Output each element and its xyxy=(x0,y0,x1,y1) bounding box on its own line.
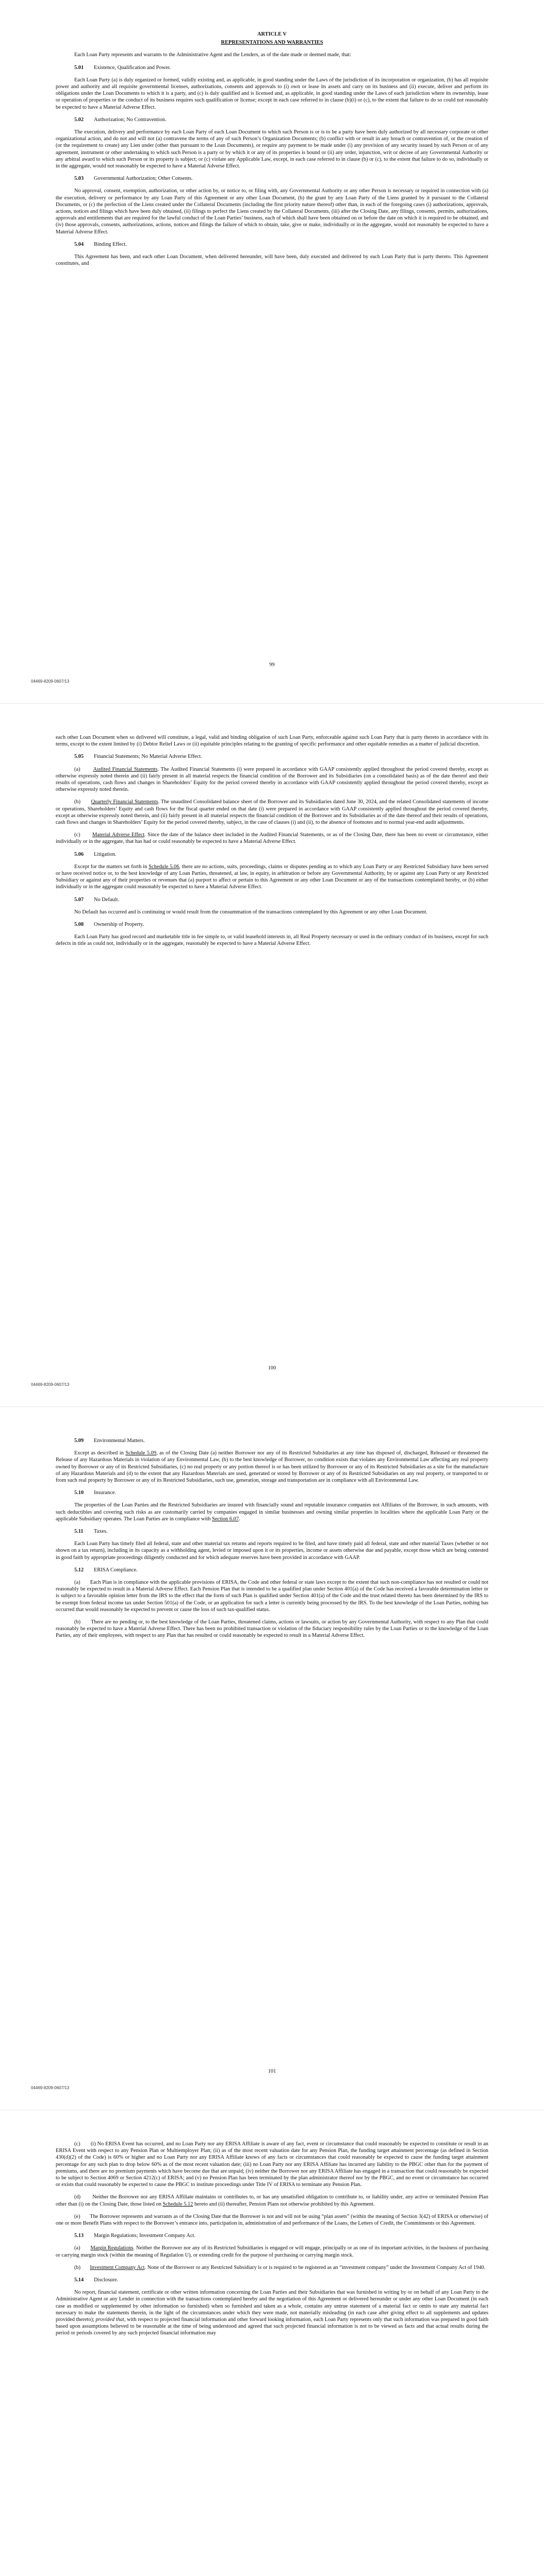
section-5-08-body: Each Loan Party has good record and marketable title in fee simple to, or valid leasehold interests in, all Real Property necessary or used in the ordinary conduct of its business, except for such defects in title as could not, individually or in the aggregate, reasonably be expected to have a Material Adverse Effect. xyxy=(56,934,488,947)
article-title: ARTICLE V xyxy=(257,31,287,37)
section-number: 5.14 xyxy=(74,2277,84,2283)
clause-body: The Borrower represents and warrants as of the Closing Date that the Borrower is not and will not be using “plan assets” (within the meaning of Section 3(42) of ERISA or otherwise) of one or more Benefit Plans with respect to the Borrower’s entrance into, participation in, administration of and performance of the Loans, the Letters of Credit, the Commitments or this Agreement. xyxy=(56,2213,488,2227)
clause-body: (i) No ERISA Event has occurred, and no Loan Party nor any ERISA Affiliate is aware of any fact, event or circumstance that could reasonably be expected to constitute or result in an ERISA Event with respect to any Pension Plan or Multiemployer Plan; (ii) as of the most recent valuation date for any Pension Plan, the funding target attainment percentage (as defined in Section 430(d)(2) of the Code) is 60% or higher and no Loan Party nor any ERISA Affiliate knows of any facts or circumstances that could reasonably be expected to cause the funding target attainment percentage for any such plan to drop below 60% as of the most recent valuation date; (iii) no Loan Party nor any ERISA Affiliate has incurred any liability to the PBGC other than for the payment of premiums, and there are no premium payments which have become due that are unpaid; (iv) neither the Borrower nor any ERISA Affiliate has engaged in a transaction that could reasonably be expected to be subject to Section 4069 or Section 4212(c) of ERISA; and (v) no Pension Plan has been terminated by the plan administrator thereof nor by the PBGC, and no event or circumstance has occurred or exists that could reasonably be expected to cause the PBGC to institute proceedings under Title IV of ERISA to terminate any Pension Plan. xyxy=(56,2141,488,2188)
section-5-04-body: This Agreement has been, and each other Loan Document, when delivered hereunder, will have been, duly executed and delivered by each Loan Party that is party thereto. This Agreement constitutes, and xyxy=(56,254,488,267)
section-5-12-heading xyxy=(56,1567,488,1573)
clause-5-12-d xyxy=(56,2194,488,2207)
section-number: 5.08 xyxy=(74,922,84,928)
page-number: 100 xyxy=(268,1365,276,1371)
proviso-text: provided that xyxy=(95,2317,124,2323)
body-text: Except for the matters set forth in xyxy=(74,863,149,870)
clause-label: (b) xyxy=(74,799,81,805)
section-5-02-heading xyxy=(56,116,488,123)
clause-label: (e) xyxy=(74,2213,80,2219)
page-99 xyxy=(0,0,544,703)
section-number: 5.06 xyxy=(74,851,84,857)
section-5-03-heading xyxy=(56,175,488,182)
section-title: Environmental Matters. xyxy=(94,1438,145,1444)
section-title: Litigation. xyxy=(94,851,117,857)
section-5-14-heading xyxy=(56,2277,488,2283)
page-100 xyxy=(0,703,544,1406)
section-5-03-body: No approval, consent, exemption, authorization, or other action by, or notice to, or filing with, any Governmental Authority or any other Person is necessary or required in connection with (a) the execution, delivery or performance by any Loan Party of this Agreement or any other Loan Document, (b) the grant by any Loan Party of the Liens granted by it pursuant to the Collateral Documents, or (c) the perfection of the Liens created under the Collateral Documents (including the first priority nature thereof) other than, in each of the foregoing cases (i) authorizations, approvals, actions, notices and filings which have been duly obtained, (ii) filings to perfect the Liens created by the Collateral Documents, (iii) after the Closing Date, any filings, consents, permits, authorizations, approvals and entitlements that are required for the lawful conduct of the Loan Parties’ business, each of which shall have been obtained on or before the date on which it is required to be obtained, and (iv) those approvals, consents, authorizations, actions, notices and filings the failure of which to obtain, take, give or make, individually or in the aggregate, would not reasonably be expected to have a Material Adverse Effect. xyxy=(56,188,488,235)
section-number: 5.09 xyxy=(74,1438,84,1444)
section-title: Authorization; No Contravention. xyxy=(94,116,167,123)
section-5-01-heading xyxy=(56,64,488,71)
section-title: Financial Statements; No Material Adverse Effect. xyxy=(94,754,202,760)
body-text: . xyxy=(239,1516,240,1522)
section-number: 5.05 xyxy=(74,754,84,760)
section-5-13-heading xyxy=(56,2232,488,2239)
clause-body: . None of the Borrower or any Restricted Subsidiary is or is required to be registered as an “investment company” under the Investment Company Act of 1940. xyxy=(144,2264,486,2270)
section-title: ERISA Compliance. xyxy=(94,1567,138,1573)
body-text: The properties of the Loan Parties and the Restricted Subsidiaries are insured with financially sound and reputable insurance companies not Affiliates of the Borrower, in such amounts, with such deductibles and covering such risks as are customarily carried by companies engaged in similar businesses and owning similar properties in localities where the applicable Loan Party or the applicable Subsidiary operates. The Loan Parties are in compliance with xyxy=(56,1502,488,1522)
clause-body: . Since the date of the balance sheet included in the Audited Financial Statements, or as of the Closing Date, there has been no event or circumstance, either individually or in the aggregate, that has had or could reasonably be expected to have a Material Adverse Effect. xyxy=(56,832,488,845)
clause-5-13-b xyxy=(56,2264,488,2271)
clause-heading: Margin Regulations xyxy=(90,2245,134,2251)
clause-5-12-c xyxy=(56,2141,488,2188)
schedule-link[interactable]: Schedule 5.12 xyxy=(162,2201,193,2207)
section-number: 5.07 xyxy=(74,896,84,903)
clause-label: (c) xyxy=(74,2141,80,2147)
clause-body: Neither the Borrower nor any ERISA Affiliate maintains or contributes to, or has any unsatisfied obligation to contribute to, or liability under, any active or terminated Pension Plan other than (i) on the Closing Date, those listed on xyxy=(56,2194,488,2207)
section-5-06-heading xyxy=(56,851,488,858)
page-number: 101 xyxy=(268,2069,276,2074)
clause-body: Each Plan is in compliance with the applicable provisions of ERISA, the Code and other federal or state laws except to the extent that such non-compliance has not resulted or could not reasonably be expected to result in a Material Adverse Effect. Each Pension Plan that is intended to be a qualified plan under Section 401(a) of the Code has received a favorable determination letter or is subject to a favorable opinion letter from the IRS to the effect that the form of such Plan is qualified under Section 401(a) of the Code and the trust related thereto has been determined by the IRS to be exempt from federal income tax under Section 501(a) of the Code, or an application for such a letter is currently being processed by the IRS. To the best knowledge of the Loan Parties, nothing has occurred that would reasonably be expected to prevent or cause the loss of such tax-qualified status. xyxy=(56,1580,488,1613)
section-5-10-body xyxy=(56,1502,488,1522)
clause-label: (a) xyxy=(74,2245,80,2251)
section-5-01-body: Each Loan Party (a) is duly organized or formed, validly existing and, as applicable, in good standing under the Laws of the jurisdiction of its incorporation or organization, (b) has all requisite power and authority and all requisite governmental licenses, authorizations, consents and approvals to (i) own or lease its assets and carry on its business and (ii) execute, deliver and perform its obligations under the Loan Documents to which it is a party, and (c) is duly qualified and is licensed and, as applicable, in good standing under the Laws of each jurisdiction where its ownership, lease or operation of properties or the conduct of its business requires such qualification or license; except in each case referred to in clause (b)(i) or (c), to the extent that failure to do so could not reasonably be expected to have a Material Adverse Effect. xyxy=(56,77,488,110)
clause-5-12-b xyxy=(56,1619,488,1639)
body-text: , there are no actions, suits, proceedings, claims or disputes pending as to which any Loan Party or any Restricted Subsidiary have been served or have received notice or, to the best knowledge of any Loan Parties, threatened, at law, in equity, in arbitration or before any Governmental Authority, by or against any Loan Party or any Restricted Subsidiary or against any of their properties or revenues that (a) purport to affect or pertain to this Agreement or any other Loan Document or any of the transactions contemplated hereby, or (b) either individually or in the aggregate could reasonably be expected to have a Material Adverse Effect. xyxy=(56,863,488,890)
section-5-06-body xyxy=(56,863,488,891)
section-5-08-heading xyxy=(56,921,488,928)
clause-5-12-a xyxy=(56,1579,488,1613)
section-number: 5.03 xyxy=(74,176,84,182)
section-5-14-body xyxy=(56,2289,488,2336)
section-number: 5.10 xyxy=(74,1490,84,1496)
section-title: Binding Effect. xyxy=(94,241,127,247)
page-number: 99 xyxy=(269,662,275,668)
doc-code-footer: 04469-8209-0607/13 xyxy=(31,1382,70,1387)
clause-5-05-b xyxy=(56,799,488,826)
section-5-09-body xyxy=(56,1450,488,1484)
article-subtitle: REPRESENTATIONS AND WARRANTIES xyxy=(221,40,323,46)
section-number: 5.13 xyxy=(74,2233,84,2239)
section-number: 5.02 xyxy=(74,116,84,123)
section-number: 5.11 xyxy=(74,1529,84,1535)
clause-5-13-a xyxy=(56,2245,488,2258)
section-title: Governmental Authorization; Other Consents. xyxy=(94,176,193,182)
section-5-07-heading xyxy=(56,896,488,903)
body-text: Except as described in xyxy=(74,1450,126,1456)
clause-body: . The unaudited Consolidated balance sheet of the Borrower and its Subsidiaries dated June 30, 2024, and the related Consolidated statements of income or operations, Shareholders’ Equity and cash flows for the fiscal quarter ended on that date (i) were prepared in accordance with GAAP consistently applied throughout the period covered thereby, except as otherwise expressly noted therein, and (ii) fairly present in all material respects the financial condition of the Borrower and its Subsidiaries as of the date thereof and their results of operations, cash flows and changes in Shareholders’ Equity for the period covered thereby, subject, in the case of clauses (i) and (ii), to the absence of footnotes and to normal year-end audit adjustments. xyxy=(56,799,488,826)
clause-heading: Quarterly Financial Statements xyxy=(91,799,158,805)
clause-body: hereto and (ii) thereafter, Pension Plans not otherwise prohibited by this Agreement. xyxy=(193,2201,375,2207)
section-5-07-body: No Default has occurred and is continuing or would result from the consummation of the transactions contemplated by this Agreement or any other Loan Document. xyxy=(74,909,427,915)
section-title: No Default. xyxy=(94,896,120,903)
section-title: Margin Regulations; Investment Company Act. xyxy=(94,2233,195,2239)
section-title: Ownership of Property. xyxy=(94,922,144,928)
clause-label: (c) xyxy=(74,832,80,838)
clause-label: (b) xyxy=(74,2264,81,2270)
doc-code-footer: 04469-8209-0607/13 xyxy=(31,2086,70,2090)
article-intro: Each Loan Party represents and warrants to the Administrative Agent and the Lenders, as of the date made or deemed made, that: xyxy=(74,52,351,58)
section-title: Insurance. xyxy=(94,1490,116,1496)
clause-body: There are no pending or, to the best knowledge of the Loan Parties, threatened claims, actions or lawsuits, or action by any Governmental Authority, with respect to any Plan that could reasonably be expected to have a Material Adverse Effect. There has been no prohibited transaction or violation of the fiduciary responsibility rules by the Loan Parties or to the knowledge of the Loan Parties, any of their employees, with respect to any Plan that has resulted or could reasonably be expected to result in a Material Adverse Effect. xyxy=(56,1619,488,1639)
schedule-link[interactable]: Schedule 5.06 xyxy=(149,863,179,870)
clause-5-12-e xyxy=(56,2213,488,2227)
section-title: Disclosure. xyxy=(94,2277,119,2283)
section-number: 5.01 xyxy=(74,64,84,71)
body-text: No report, financial statement, certificate or other written information concerning the Loan Parties and their Subsidiaries that was furnished in writing by or on behalf of any Loan Party to the Administrative Agent or any Lender in connection with the transactions contemplated hereby and the negotiation of this Agreement or delivered hereunder or under any other Loan Document (in each case as modified or supplemented by other information so furnished) when so furnished and taken as a whole, contains any untrue statement of a material fact or omits to state any material fact necessary to make the statements therein, in the light of the circumstances under which they were made, not materially misleading (in each case after giving effect to all supplements and updates provided thereto); xyxy=(56,2290,488,2323)
body-text: , with respect to projected financial information and other forward looking information, each Loan Party represents only that such information was prepared in good faith based upon assumptions believed to be reasonable at the time of being understood and agreed that such projected financial information is not to be viewed as facts and that actual results during the period or periods covered by any such projected financial information may xyxy=(56,2317,489,2336)
page-102 xyxy=(0,2110,544,2576)
section-link[interactable]: Section 6.07 xyxy=(212,1516,239,1522)
clause-heading: Investment Company Act xyxy=(90,2264,145,2270)
section-5-04-heading xyxy=(56,241,488,248)
clause-heading: Audited Financial Statements xyxy=(93,766,158,772)
clause-label: (a) xyxy=(74,766,80,772)
section-5-09-heading xyxy=(56,1437,488,1444)
schedule-link[interactable]: Schedule 5.09 xyxy=(125,1450,157,1456)
section-5-10-heading xyxy=(56,1489,488,1496)
clause-5-05-a xyxy=(56,766,488,793)
clause-body: . Neither the Borrower nor any of its Restricted Subsidiaries is engaged or will engage, principally or as one of its important activities, in the business of purchasing or carrying margin stock (within the meaning of Regulation U), or extending credit for the purpose of purchasing or carrying margin stock. xyxy=(56,2245,489,2258)
page-101 xyxy=(0,1406,544,2110)
section-5-11-heading xyxy=(56,1528,488,1535)
clause-label: (b) xyxy=(74,1619,81,1625)
section-title: Taxes. xyxy=(94,1529,108,1535)
body-text: , as of the Closing Date (a) neither Borrower nor any of its Restricted Subsidiaries at any time has disposed of, discharged, Released or threatened the Release of any Hazardous Materials in violation of any Environmental Law, (b) to the best knowledge of Borrower, no condition exists that violates any Environmental Law affecting any real property owned by Borrower or any of its Restricted Subsidiaries, (c) no real property or any portion thereof is or has been utilized by Borrower or any of its Restricted Subsidiaries as a site for the manufacture of any Hazardous Materials and (d) to the extent that any Hazardous Materials are used, generated or stored by Borrower or any of its Restricted Subsidiaries on any real property, or transported to or from such real property by Borrower or any of its Restricted Subsidiaries, such use, generation, storage and transportation are in compliance with all Environmental Law. xyxy=(56,1450,488,1484)
doc-code-footer: 04469-8209-0607/13 xyxy=(31,679,70,684)
section-number: 5.12 xyxy=(74,1567,84,1573)
section-5-05-heading xyxy=(56,753,488,760)
clause-heading: Material Adverse Effect xyxy=(92,832,145,838)
clause-body: . The Audited Financial Statements (i) were prepared in accordance with GAAP consistently applied throughout the period covered thereby, except as otherwise expressly noted therein and (ii) fairly present in all material respects the financial condition of the Borrower and its Subsidiaries (on a consolidated basis) as of the date thereof and their results of operations, cash flows and changes in Shareholders’ Equity for the period covered thereby in accordance with GAAP consistently applied throughout the period covered thereby, except as otherwise expressly noted therein. xyxy=(56,766,488,793)
section-number: 5.04 xyxy=(74,241,84,247)
clause-5-05-c xyxy=(56,832,488,845)
clause-label: (a) xyxy=(74,1580,80,1586)
section-5-11-body: Each Loan Party has timely filed all federal, state and other material tax returns and reports required to be filed, and have timely paid all federal, state and other material Taxes (whether or not shown on a tax return), including in its capacity as a withholding agent, levied or imposed upon it or its properties, income or assets otherwise due and payable, except those which are being contested in good faith by appropriate proceedings diligently conducted and for which adequate reserves have been provided in accordance with GAAP. xyxy=(56,1541,488,1561)
continuation-text: each other Loan Document when so delivered will constitute, a legal, valid and binding obligation of such Loan Party, enforceable against such Loan Party that is party thereto in accordance with its terms, except to the extent limited by (i) Debtor Relief Laws or (ii) equitable principles relating to the granting of specific performance and other equitable remedies as a matter of judicial discretion. xyxy=(56,735,488,748)
section-5-02-body: The execution, delivery and performance by each Loan Party of each Loan Document to which such Person is or is to be a party have been duly authorized by all necessary corporate or other organizational action, and do not and will not (a) contravene the terms of any of such Person’s Organization Documents; (b) conflict with or result in any breach or contravention of, or the creation of (or the requirement to create) any Lien under (other than pursuant to the Loan Documents), or require any payment to be made under (i) any provision of any security issued by such Person or of any agreement, instrument or other undertaking to which such Person is a party or by which it or any of its properties is bound or (ii) any order, injunction, writ or decree of any Governmental Authority or any arbitral award to which such Person or its property is subject; or (c) violate any Applicable Law, except, in each case referred to in clause (b) or (c), to the extent that failure to do so, individually or in the aggregate, would not reasonably be expected to have a Material Adverse Effect. xyxy=(56,129,488,170)
section-title: Existence, Qualification and Power. xyxy=(94,64,171,71)
clause-label: (d) xyxy=(74,2194,81,2200)
